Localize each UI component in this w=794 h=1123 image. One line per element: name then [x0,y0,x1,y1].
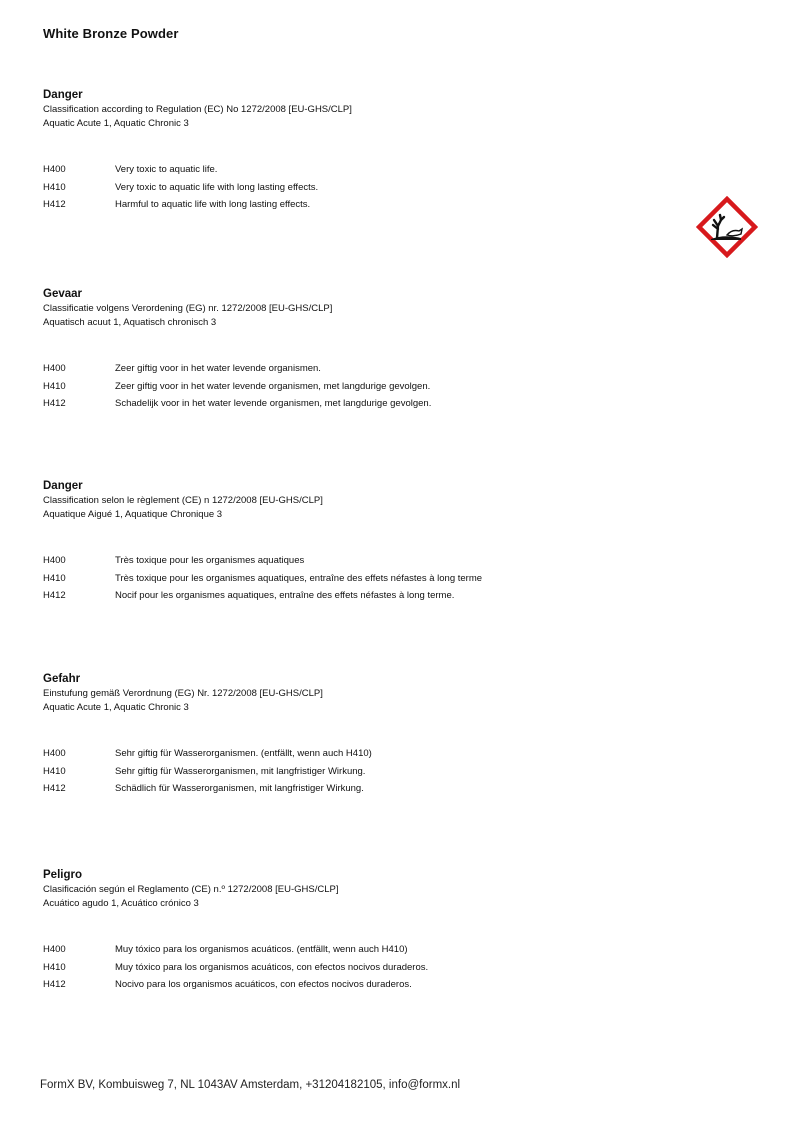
hazard-statement [43,763,683,781]
h-text: Very toxic to aquatic life with long lasting effects. [115,181,319,193]
hazard-categories: Aquatisch acuut 1, Aquatisch chronisch 3 [43,317,217,328]
classification-regulation: Classification according to Regulation (EC) No 1272/2008 [EU-GHS/CLP] [43,104,352,115]
h-text: Nocif pour les organismes aquatiques, entraîne des effets néfastes à long terme. [115,590,455,601]
h-code: H410 [43,181,66,193]
h-text: Très toxique pour les organismes aquatiques, entraîne des effets néfastes à long terme [115,572,483,584]
h-code: H412 [43,783,66,794]
h-text: Zeer giftig voor in het water levende organismen, met langdurige gevolgen. [115,380,431,392]
hazard-statement [43,780,683,798]
hazard-statement [43,745,683,763]
signal-word: Gefahr [43,673,81,685]
hazard-statements [43,161,683,214]
h-text: Schadelijk voor in het water levende organismen, met langdurige gevolgen. [115,398,432,409]
hazard-statement [43,570,683,588]
hazard-section-fr [43,479,683,605]
h-text: Nocivo para los organismos acuáticos, con efectos nocivos duraderos. [115,979,412,990]
h-code: H412 [43,979,66,990]
signal-word: Gevaar [43,288,83,300]
document-title: White Bronze Powder [43,26,179,41]
hazard-statements [43,360,683,413]
h-text: Harmful to aquatic life with long lasting effects. [115,199,311,210]
hazard-statement [43,941,683,959]
hazard-statements [43,745,683,798]
h-text: Sehr giftig für Wasserorganismen. (entfällt, wenn auch H410) [115,748,372,759]
h-text: Muy tóxico para los organismos acuáticos. (entfällt, wenn auch H410) [115,944,408,955]
hazard-categories: Aquatique Aigué 1, Aquatique Chronique 3 [43,509,223,520]
h-text: Muy tóxico para los organismos acuáticos, con efectos nocivos duraderos. [115,961,429,973]
hazard-section-es [43,868,683,994]
classification-regulation: Classificatie volgens Verordening (EG) nr. 1272/2008 [EU-GHS/CLP] [43,303,333,314]
hazard-section-nl [43,287,683,413]
h-text: Very toxic to aquatic life. [115,164,218,175]
h-code: H400 [43,555,66,566]
signal-word: Danger [43,89,83,101]
h-code: H410 [43,765,66,777]
hazard-categories: Aquatic Acute 1, Aquatic Chronic 3 [43,118,189,129]
company-footer: FormX BV, Kombuisweg 7, NL 1043AV Amsterdam, +31204182105, info@formx.nl [40,1079,461,1091]
hazard-statement [43,395,683,413]
hazard-categories: Acuático agudo 1, Acuático crónico 3 [43,898,199,909]
h-code: H400 [43,164,66,175]
h-text: Sehr giftig für Wasserorganismen, mit langfristiger Wirkung. [115,765,366,777]
h-code: H410 [43,572,66,584]
hazard-statements [43,941,683,994]
h-code: H410 [43,380,66,392]
h-code: H412 [43,398,66,409]
hazard-statement [43,976,683,994]
h-code: H400 [43,748,66,759]
hazard-statement [43,587,683,605]
h-code: H410 [43,961,66,973]
h-code: H400 [43,944,66,955]
hazard-statement [43,161,683,179]
h-code: H412 [43,199,66,210]
signal-word: Danger [43,480,83,492]
hazard-statement [43,959,683,977]
hazard-statement [43,360,683,378]
hazard-section-de [43,672,683,798]
h-code: H412 [43,590,66,601]
signal-word: Peligro [43,869,82,881]
hazard-statement [43,378,683,396]
hazard-categories: Aquatic Acute 1, Aquatic Chronic 3 [43,702,189,713]
h-text: Zeer giftig voor in het water levende organismen. [115,363,321,374]
classification-regulation: Classification selon le règlement (CE) n 1272/2008 [EU-GHS/CLP] [43,495,323,506]
hazard-statement [43,552,683,570]
ghs09-environment-icon [696,196,758,258]
hazard-statement [43,196,683,214]
h-text: Schädlich für Wasserorganismen, mit langfristiger Wirkung. [115,783,364,794]
hazard-statement [43,179,683,197]
h-text: Très toxique pour les organismes aquatiques [115,555,305,566]
h-code: H400 [43,363,66,374]
classification-regulation: Einstufung gemäß Verordnung (EG) Nr. 1272/2008 [EU-GHS/CLP] [43,688,323,699]
classification-regulation: Clasificación según el Reglamento (CE) n.º 1272/2008 [EU-GHS/CLP] [43,884,339,895]
hazard-section-en [43,88,683,214]
hazard-statements [43,552,683,605]
